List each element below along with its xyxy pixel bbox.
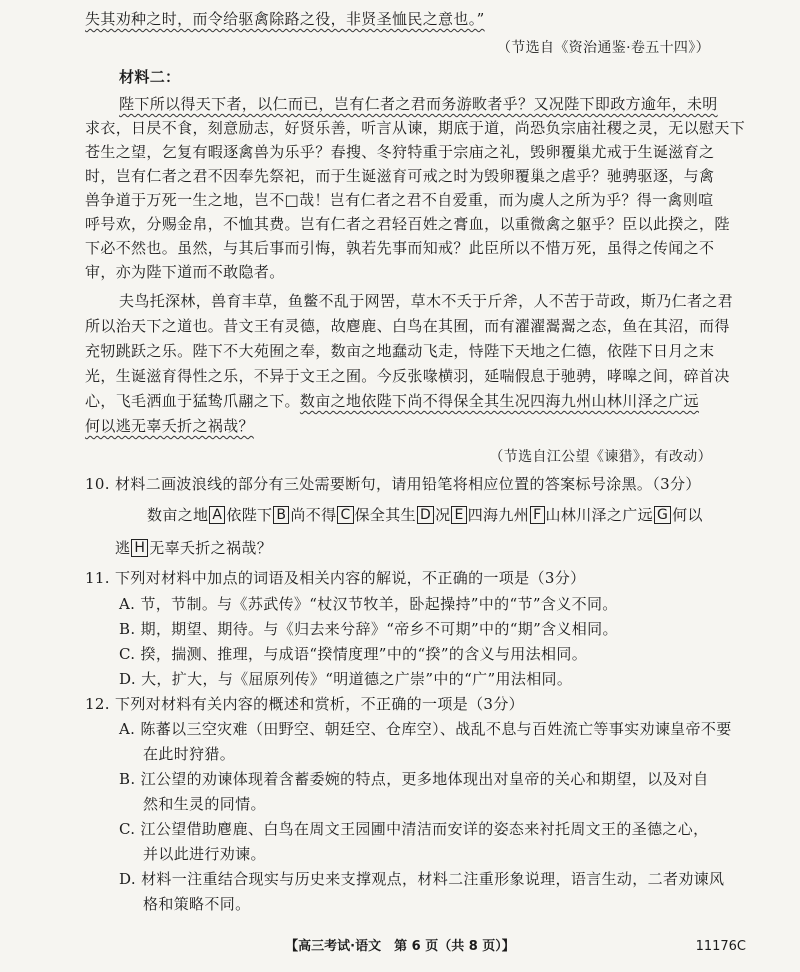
question-12-option-d[interactable]: D. 材料一注重结合现实与历史来支撑观点，材料二注重形象说理，语言生动，二者劝谏风 <box>119 870 725 888</box>
material2-line: 光，生诞滋育得性之乐，不异于文王之囿。今反张喙横羽，延喘假息于驰骋，哮嗥之间，碎首决 <box>85 367 730 385</box>
question-12-option-a[interactable]: A. 陈蕃以三空灾难（田野空、朝廷空、仓库空）、战乱不息与百姓流亡等事实劝谏皇帝不要 <box>119 720 732 738</box>
question-11-option-c[interactable]: C. 揆，揣测、推理，与成语“揆情度理”中的“揆”的含义与用法相同。 <box>119 645 588 663</box>
material2-line: 充牣跳跃之乐。陛下不大苑囿之奉，数亩之地蠢动飞走，恃陛下天地之仁德，依陛下日月之末 <box>85 342 715 360</box>
question-12-option-a-cont: 在此时狩猎。 <box>143 745 236 763</box>
material2-line: 心，飞毛洒血于猛鸷爪翮之下。数亩之地依陛下尚不得保全其生况四海九州山林川泽之广远 <box>85 392 700 410</box>
material2-line: 所以治天下之道也。昔文王有灵德，故麀鹿、白鸟在其囿，而有濯濯翯翯之态，鱼在其沼，而得 <box>85 317 730 335</box>
question-12-option-b[interactable]: B. 江公望的劝谏体现着含蓄委婉的特点，更多地体现出对皇帝的关心和期望，以及对自 <box>119 770 709 788</box>
excerpt1-source: （节选自《资治通鉴·卷五十四》） <box>496 40 710 56</box>
question-11-option-a[interactable]: A. 节，节制。与《苏武传》“杖汉节牧羊，卧起操持”中的“节”含义不同。 <box>119 595 618 613</box>
question-10-sentence-cont: 逃 H 无辜夭折之祸哉？ <box>115 539 273 557</box>
break-mark-f[interactable]: F <box>530 506 544 524</box>
footer-exam-code: 11176C <box>695 939 746 954</box>
wavy-underlined-passage: 数亩之地依陛下尚不得保全其生况四海九州山林川泽之广远 <box>299 392 700 410</box>
question-11-option-b[interactable]: B. 期，期望、期待。与《归去来兮辞》“帝乡不可期”中的“期”含义相同。 <box>119 620 618 638</box>
material2-line: 审，亦为陛下道而不敢隐者。 <box>85 263 285 281</box>
material2-line: 时，岂有仁者之君不因奉先祭祀，而于生诞滋育可戒之时为毁卵覆巢之虐乎？驰骋驱逐，与禽 <box>85 167 715 185</box>
material2-line: 陛下所以得天下者，以仁而已，岂有仁者之君而务游畋者乎？又况陛下即政方逾年，未明 <box>119 95 718 113</box>
question-11-option-d[interactable]: D. 大，扩大，与《屈原列传》“明道德之广崇”中的“广”用法相同。 <box>119 670 573 688</box>
question-10-sentence: 数亩之地 A 依陛下 B 尚不得 C 保全其生 D 况 E 四海九州 F 山林川泽之广远 G 何以 <box>147 506 703 524</box>
footer-page-info: 【高三考试·语文 第 6 页（共 8 页）】 <box>285 939 515 954</box>
break-mark-a[interactable]: A <box>209 506 225 524</box>
break-mark-d[interactable]: D <box>417 506 434 524</box>
material2-line: 兽争道于万死一生之地，岂不□哉！岂有仁者之君不自爱重，而为虞人之所为乎？得一禽则喧 <box>85 191 714 209</box>
material2-line: 下必不然也。虽然，与其后事而引悔，孰若先事而知戒？此臣所以不惜万死，虽得之传闻之不 <box>85 239 715 257</box>
question-12-option-c[interactable]: C. 江公望借助麀鹿、白鸟在周文王园圃中清洁而安详的姿态来衬托周文王的圣德之心， <box>119 820 709 838</box>
material2-heading: 材料二： <box>119 68 181 86</box>
break-mark-h[interactable]: H <box>131 539 148 557</box>
break-mark-g[interactable]: G <box>654 506 671 524</box>
excerpt1-last-line: 失其劝种之时，而令给驱禽除路之役，非贤圣恤民之意也。” <box>85 10 485 28</box>
question-12-option-b-cont: 然和生灵的同情。 <box>143 795 266 813</box>
question-10-stem: 10. 材料二画波浪线的部分有三处需要断句，请用铅笔将相应位置的答案标号涂黑。（3分） <box>85 475 701 493</box>
question-12-option-d-cont: 格和策略不同。 <box>143 895 251 913</box>
material2-line: 苍生之望，乞复有暇逐禽兽为乐乎？春搜、冬狩特重于宗庙之礼，毁卵覆巢尤戒于生诞滋育之 <box>85 143 715 161</box>
break-mark-b[interactable]: B <box>273 506 289 524</box>
question-12-option-c-cont: 并以此进行劝谏。 <box>143 845 266 863</box>
material2-line: 何以逃无辜夭折之祸哉？ <box>85 417 254 435</box>
question-12-stem: 12. 下列对材料有关内容的概述和赏析，不正确的一项是（3分） <box>85 695 525 713</box>
break-mark-e[interactable]: E <box>451 506 466 524</box>
question-11-stem: 11. 下列对材料中加点的词语及相关内容的解说，不正确的一项是（3分） <box>85 569 586 587</box>
material2-line: 呼号欢，分赐金帛，不恤其费。岂有仁者之君轻百姓之膏血，以重微禽之躯乎？臣以此揆之，陛 <box>85 215 730 233</box>
material2-line: 夫鸟托深林，兽育丰草，鱼鳖不乱于网罟，草木不夭于斤斧，人不苦于苛政，斯乃仁者之君 <box>119 292 734 310</box>
material2-line: 求衣，日昃不食，刻意励志，好贤乐善，听言从谏，期底于道，尚恐负宗庙社稷之灵，无以慰天下 <box>85 119 746 137</box>
material2-source: （节选自江公望《谏猎》，有改动） <box>489 449 712 465</box>
break-mark-c[interactable]: C <box>337 506 353 524</box>
